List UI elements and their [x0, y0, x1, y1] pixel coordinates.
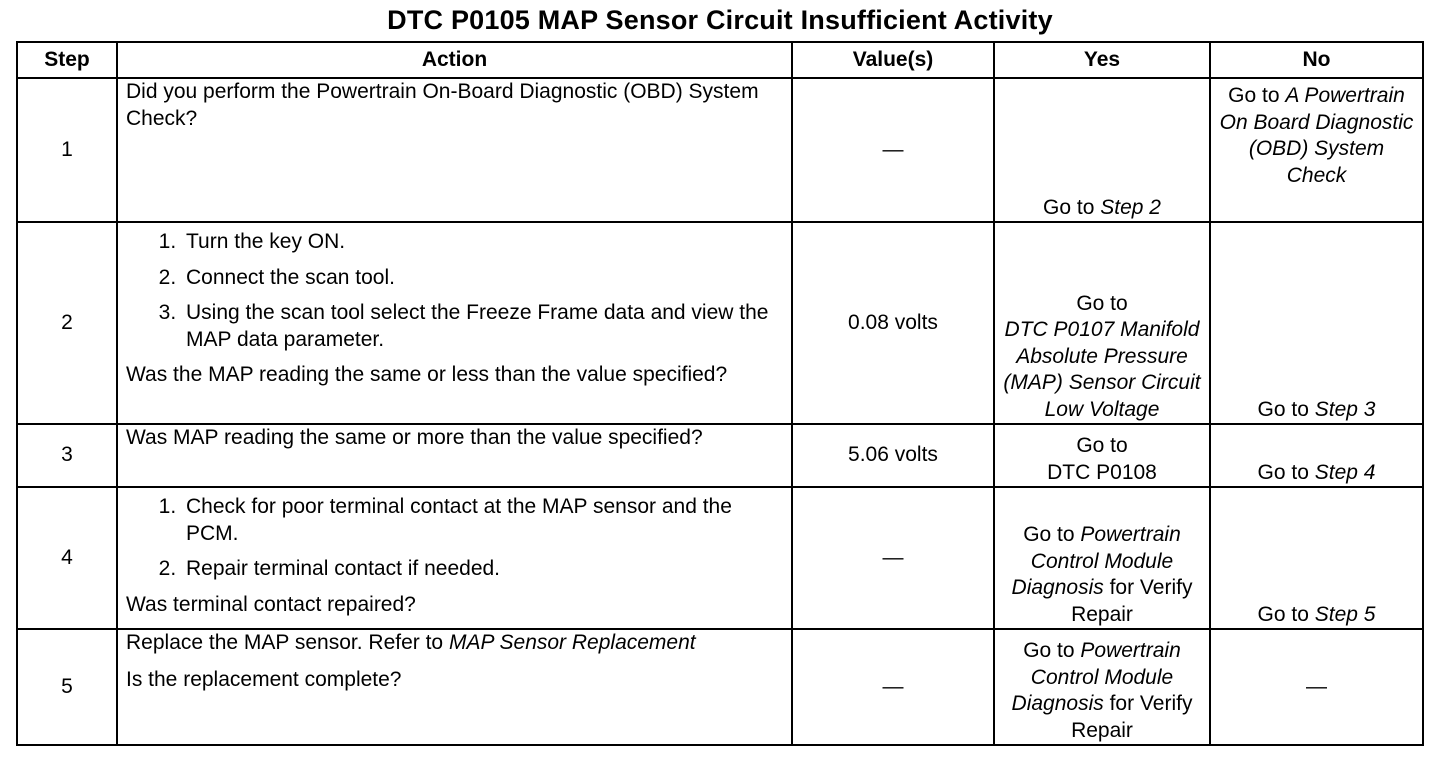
value-cell: — — [792, 487, 994, 629]
no-cell — [1210, 78, 1423, 222]
action-step-item: 1. Check for poor terminal contact at the MAP sensor and the PCM. — [182, 494, 783, 547]
no-cell — [1210, 424, 1423, 487]
action-question: Is the replacement complete? — [126, 667, 402, 691]
yes-reference: Powertrain Control Module Diagnosis — [1011, 523, 1181, 599]
table-row — [17, 222, 1423, 424]
yes-prefix: Go to — [1023, 639, 1081, 662]
value-cell: 0.08 volts — [792, 222, 994, 424]
action-question: Was MAP reading the same or more than the value specified? — [126, 426, 703, 449]
yes-prefix: Go to — [1043, 195, 1101, 219]
action-step-item: 3. Using the scan tool select the Freeze Frame data and view the MAP data parameter. — [182, 300, 783, 353]
no-reference: Step 3 — [1314, 397, 1376, 421]
action-question: Was terminal contact repaired? — [126, 592, 416, 616]
no-cell — [1210, 487, 1423, 629]
no-cell — [1210, 222, 1423, 424]
no-reference: Step 5 — [1314, 602, 1376, 626]
action-step-item: 2. Connect the scan tool. — [182, 265, 783, 292]
action-cell — [117, 424, 792, 487]
no-cell: — — [1210, 629, 1423, 745]
step-number: 2 — [17, 222, 117, 424]
table-row — [17, 424, 1423, 487]
yes-suffix: for Verify Repair — [1071, 692, 1193, 742]
yes-reference: DTC P0107 Manifold Absolute Pressure (MAP) Sensor Circuit Low Voltage — [1003, 318, 1201, 421]
value-cell: — — [792, 78, 994, 222]
step-number: 4 — [17, 487, 117, 629]
table-row — [17, 487, 1423, 629]
action-cell — [117, 222, 792, 424]
yes-cell — [994, 424, 1210, 487]
action-cell — [117, 487, 792, 629]
yes-prefix: Go to — [1076, 434, 1128, 457]
yes-cell — [994, 78, 1210, 222]
yes-cell — [994, 487, 1210, 629]
yes-suffix: for Verify Repair — [1071, 576, 1193, 626]
no-reference: A Powertrain On Board Diagnostic (OBD) System Check — [1219, 84, 1414, 187]
no-prefix: Go to — [1257, 397, 1315, 421]
header-no: No — [1210, 42, 1423, 78]
header-step: Step — [17, 42, 117, 78]
no-prefix: Go to — [1257, 460, 1315, 484]
action-prefix: Replace the MAP sensor. Refer to — [126, 631, 449, 654]
action-steps-list — [126, 229, 783, 353]
action-reference: MAP Sensor Replacement — [448, 631, 696, 654]
step-number: 5 — [17, 629, 117, 745]
yes-cell — [994, 629, 1210, 745]
header-action: Action — [117, 42, 792, 78]
header-yes: Yes — [994, 42, 1210, 78]
action-cell — [117, 629, 792, 745]
yes-prefix: Go to — [1023, 523, 1081, 546]
yes-prefix: Go to — [1076, 291, 1128, 315]
table-row — [17, 78, 1423, 222]
action-cell — [117, 78, 792, 222]
header-row — [17, 42, 1423, 78]
value-cell: 5.06 volts — [792, 424, 994, 487]
yes-cell — [994, 222, 1210, 424]
diagnostic-table — [16, 41, 1424, 746]
yes-reference: Powertrain Control Module Diagnosis — [1011, 639, 1181, 715]
action-step-item: 1. Turn the key ON. — [182, 229, 783, 256]
action-question: Was the MAP reading the same or less than the value specified? — [126, 363, 728, 386]
no-prefix: Go to — [1228, 84, 1286, 107]
step-number: 3 — [17, 424, 117, 487]
action-step-item: 2. Repair terminal contact if needed. — [182, 556, 783, 583]
value-cell: — — [792, 629, 994, 745]
action-steps-list — [126, 494, 783, 583]
yes-reference: Step 2 — [1100, 195, 1161, 219]
action-question: Did you perform the Powertrain On-Board Diagnostic (OBD) System Check? — [126, 80, 759, 130]
no-prefix: Go to — [1257, 602, 1315, 626]
table-row — [17, 629, 1423, 745]
header-values: Value(s) — [792, 42, 994, 78]
yes-reference: DTC P0108 — [1047, 460, 1157, 484]
page-title: DTC P0105 MAP Sensor Circuit Insufficient Activity — [387, 5, 1053, 35]
no-reference: Step 4 — [1314, 460, 1376, 484]
step-number: 1 — [17, 78, 117, 222]
